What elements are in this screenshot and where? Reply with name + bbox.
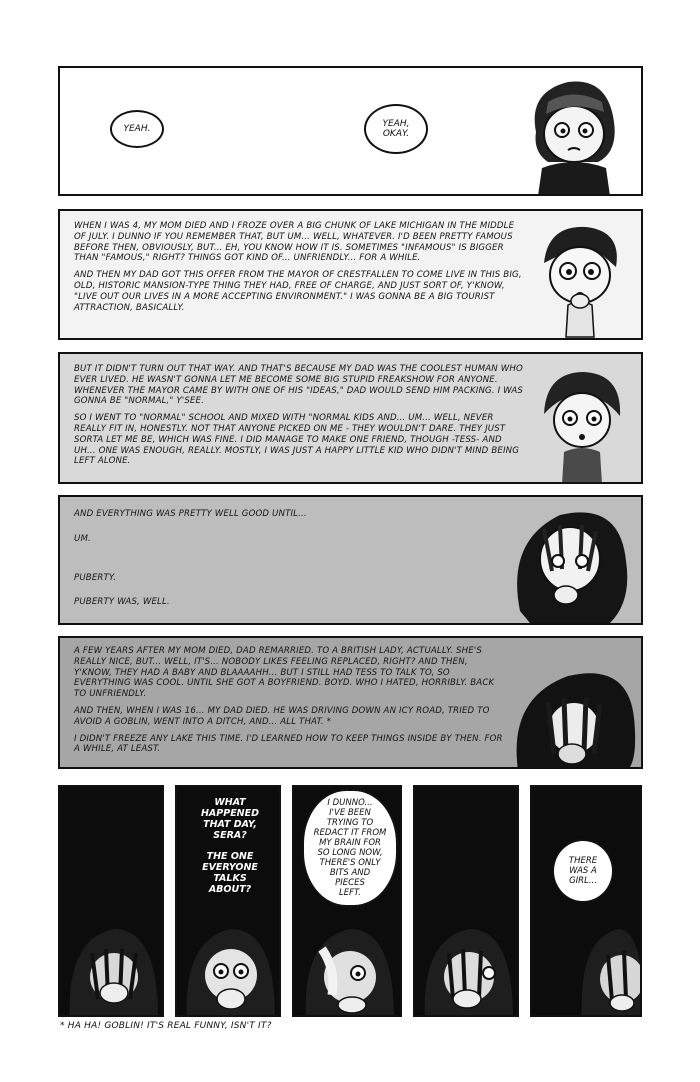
sera-edge-icon xyxy=(578,919,642,1017)
strip-panel-2 xyxy=(175,785,281,1017)
narration-text: AND EVERYTHING WAS PRETTY WELL GOOD UNTIL... UM. PUBERTY. PUBERTY WAS, WELL. xyxy=(74,509,307,608)
speech-bubble-yeah-okay: YEAH, OKAY. xyxy=(364,104,428,154)
narration-text: A FEW YEARS AFTER MY MOM DIED, DAD REMARRIED. TO A BRITISH LADY, ACTUALLY. SHE'S REALLY NICE, BUT... WELL, IT'S... NOBODY LIKES FEELING REPLACED, RIGHT? AND THEN, Y'KNOW, THEY HAD A BABY AND BLAAAAHH... BUT I STILL HAD TESS TO TALK TO, SO EVERYTHING WAS COOL. UNTIL SHE GOT A BOYFRIEND. BOYD. WHO I HATED, HORRIBLY. BACK TO UNFRIENDLY. AND THEN, WHEN I WAS 16... MY DAD DIED. HE WAS DRIVING DOWN AN ICY ROAD, TRIED TO AVOID A GOBLIN, WENT INTO A DITCH, AND... ALL THAT. * I DIDN'T FREEZE ANY LAKE THIS TIME. I'D LEARNED HOW TO KEEP THINGS INSIDE BY THEN. FOR A WHILE, AT LEAST. xyxy=(74,646,503,755)
strip-panel-3 xyxy=(292,785,402,1017)
strip-panel-4 xyxy=(413,785,519,1017)
speech-bubble-yeah: YEAH. xyxy=(110,110,164,148)
panel-1 xyxy=(58,66,643,196)
panel-5 xyxy=(58,636,643,769)
dark-speech-text-what-happened: WHAT HAPPENED THAT DAY, SERA? THE ONE EVERYONE TALKS ABOUT? xyxy=(200,797,260,895)
teen-sera-character-icon xyxy=(500,501,640,625)
sera-looking-side-icon xyxy=(421,919,517,1017)
panel-4 xyxy=(58,495,643,625)
panel-2 xyxy=(58,209,643,340)
footnote: * HA HA! GOBLIN! IT'S REAL FUNNY, ISN'T IT? xyxy=(60,1021,272,1031)
sera-big-eyes-icon xyxy=(183,919,279,1017)
narration-text: BUT IT DIDN'T TURN OUT THAT WAY. AND THAT'S BECAUSE MY DAD WAS THE COOLEST HUMAN WHO EVER LIVED. HE WASN'T GONNA LET ME BECOME SOME BIG STUPID FREAKSHOW FOR ANYONE. WHENEVER THE MAYOR CAME BY WITH ONE OF HIS "IDEAS," DAD WOULD SEND HIM PACKING. I WAS GONNA BE "NORMAL," Y'SEE. SO I WENT TO "NORMAL" SCHOOL AND MIXED WITH "NORMAL KIDS AND... UM... WELL, NEVER REALLY FIT IN, HONESTLY. NOT THAT ANYONE PICKED ON ME - THEY WOULDN'T DARE. THEY JUST SORTA LET ME BE, WHICH WAS FINE. I DID MANAGE TO MAKE ONE FRIEND, THOUGH -TESS- AND UH... ONE WAS ENOUGH, REALLY. MOSTLY, I WAS JUST A HAPPY LITTLE KID WHO DIDN'T MIND BEING LEFT ALONE. xyxy=(74,364,524,467)
panel-3 xyxy=(58,352,643,484)
young-sera-character-icon xyxy=(530,219,630,339)
strip-panel-1 xyxy=(58,785,164,1017)
speech-bubble-i-dunno: I DUNNO... I'VE BEEN TRYING TO REDACT IT FROM MY BRAIN FOR SO LONG NOW, THERE'S ONLY BITS AND PIECES LEFT. xyxy=(302,789,398,907)
strip-panel-5 xyxy=(530,785,642,1017)
sera-hand-hair-icon xyxy=(302,919,398,1017)
speech-bubble-there-was-a-girl: THERE WAS A GIRL... xyxy=(552,839,614,903)
sad-sera-character-icon xyxy=(508,658,638,769)
sera-hands-face-icon xyxy=(66,919,162,1017)
child-sera-character-icon xyxy=(532,364,632,484)
narration-text: WHEN I WAS 4, MY MOM DIED AND I FROZE OVER A BIG CHUNK OF LAKE MICHIGAN IN THE MIDDLE OF JULY. I DUNNO IF YOU REMEMBER THAT, BUT UM... WELL, WHATEVER. I'D BEEN PRETTY FAMOUS BEFORE THEN, OBVIOUSLY, BUT... EH, YOU KNOW HOW IT IS. SOMETIMES "INFAMOUS" IS BIGGER THAN "FAMOUS," RIGHT? THINGS GOT KIND OF... UNFRIENDLY... FOR A WHILE. AND THEN MY DAD GOT THIS OFFER FROM THE MAYOR OF CRESTFALLEN TO COME LIVE IN THIS BIG, OLD, HISTORIC MANSION-TYPE THING THEY HAD, FREE OF CHARGE, AND JUST SORT OF, Y'KNOW, "LIVE OUT OUR LIVES IN A MORE ACCEPTING ENVIRONMENT." I WAS GONNA BE A BIG TOURIST ATTRACTION, BASICALLY. xyxy=(74,221,522,313)
sera-character-icon xyxy=(518,72,628,196)
